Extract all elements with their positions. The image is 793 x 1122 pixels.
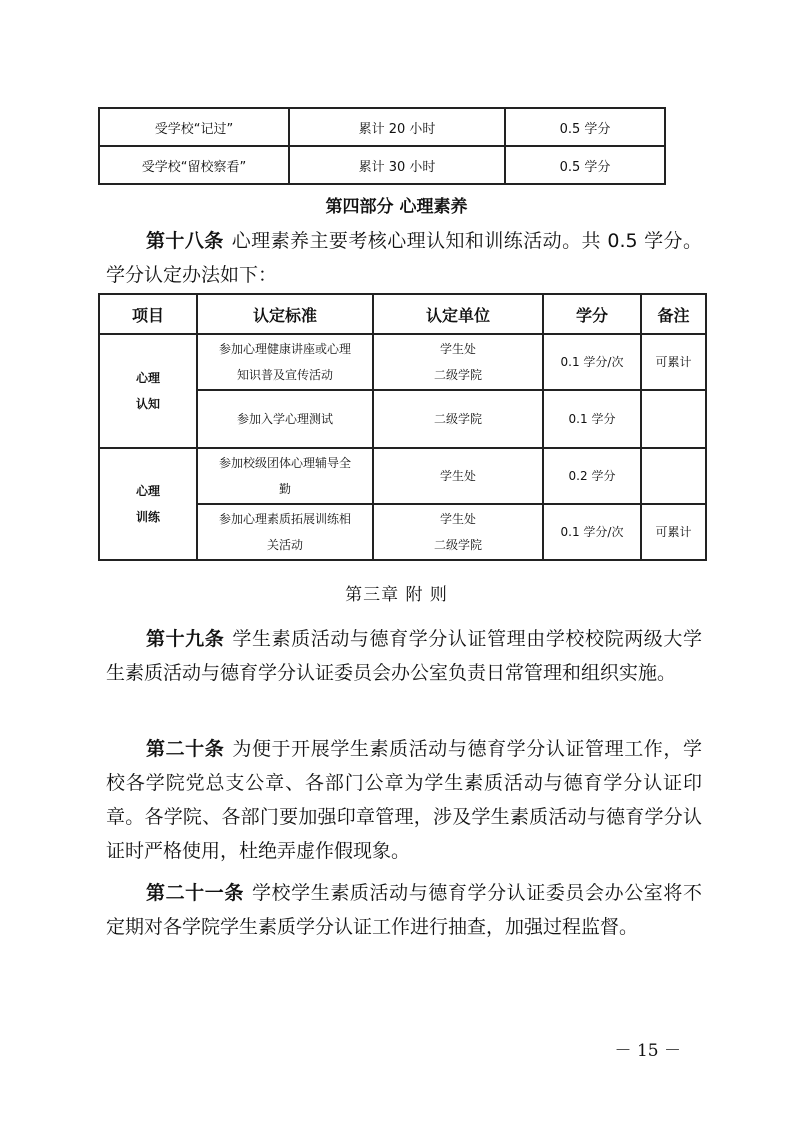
column-header: 认定标准 [197, 294, 373, 334]
category-line: 认知 [135, 397, 160, 411]
article-18 [106, 224, 702, 292]
table-cell: 累计 20 小时 [289, 108, 505, 146]
standard-cell: 参加入学心理测试 [197, 390, 373, 448]
table-cell: 累计 30 小时 [289, 146, 505, 184]
article-20 [106, 732, 702, 868]
standard-cell [197, 448, 373, 504]
cell-line: 勤 [278, 482, 291, 496]
cell-line: 学生处 [439, 342, 476, 356]
column-header: 认定单位 [373, 294, 543, 334]
table-row [99, 448, 706, 504]
article-text: 为便于开展学生素质活动与德育学分认证管理工作，学校各学院党总支公章、各部门公章为学生素质活动与德育学分认证印章。各学院、各部门要加强印章管理，涉及学生素质活动与德育学分认证时严格使用，杜绝弄虚作假现象。 [106, 738, 702, 862]
article-label: 第二十一条 [146, 882, 244, 904]
unit-cell: 二级学院 [373, 390, 543, 448]
category-line: 心理 [135, 371, 160, 385]
column-header: 学分 [543, 294, 641, 334]
penalty-credit-table [98, 107, 666, 185]
note-cell: 可累计 [641, 504, 706, 560]
table-header-row [99, 294, 706, 334]
cell-line: 学生处 [439, 512, 476, 526]
table-cell: 受学校“留校察看” [99, 146, 289, 184]
chapter-heading: 第三章 附 则 [345, 585, 448, 605]
cell-line: 参加心理健康讲座或心理 [218, 342, 351, 356]
cell-line: 参加校级团体心理辅导全 [218, 456, 351, 470]
credit-cell: 0.1 学分 [543, 390, 641, 448]
unit-cell [373, 504, 543, 560]
category-line: 训练 [135, 510, 160, 524]
cell-line: 二级学院 [433, 368, 482, 382]
note-cell: 可累计 [641, 334, 706, 390]
credit-cell: 0.1 学分/次 [543, 334, 641, 390]
column-header: 项目 [99, 294, 197, 334]
article-21 [106, 876, 702, 944]
credit-cell: 0.2 学分 [543, 448, 641, 504]
table-cell: 0.5 学分 [505, 146, 665, 184]
article-text: 学校学生素质活动与德育学分认证委员会办公室将不定期对各学院学生素质学分认证工作进行抽查，加强过程监督。 [106, 882, 702, 938]
cell-line: 二级学院 [433, 538, 482, 552]
table-row [99, 146, 665, 184]
article-label: 第十九条 [146, 628, 225, 650]
article-19 [106, 622, 702, 690]
credit-cell: 0.1 学分/次 [543, 504, 641, 560]
cell-line: 参加心理素质拓展训练相 [218, 512, 351, 526]
table-row [99, 334, 706, 390]
category-cell [99, 334, 197, 448]
section-heading: 第四部分 心理素养 [325, 197, 468, 217]
page-number: － 15 － [614, 1041, 681, 1061]
table-row [99, 108, 665, 146]
standard-cell [197, 334, 373, 390]
article-text: 心理素养主要考核心理认知和训练活动。共 0.5 学分。学分认定办法如下： [106, 230, 702, 286]
note-cell [641, 448, 706, 504]
cell-line: 关活动 [266, 538, 303, 552]
column-header: 备注 [641, 294, 706, 334]
note-cell [641, 390, 706, 448]
standard-cell [197, 504, 373, 560]
unit-cell [373, 334, 543, 390]
cell-line: 知识普及宣传活动 [236, 368, 333, 382]
article-label: 第二十条 [146, 738, 225, 760]
table-cell: 受学校“记过” [99, 108, 289, 146]
category-cell [99, 448, 197, 560]
table-cell: 0.5 学分 [505, 108, 665, 146]
unit-cell: 学生处 [373, 448, 543, 504]
category-line: 心理 [135, 484, 160, 498]
article-text: 学生素质活动与德育学分认证管理由学校校院两级大学生素质活动与德育学分认证委员会办公室负责日常管理和组织实施。 [106, 628, 702, 684]
psychology-credit-table [98, 293, 707, 561]
article-label: 第十八条 [146, 230, 224, 252]
